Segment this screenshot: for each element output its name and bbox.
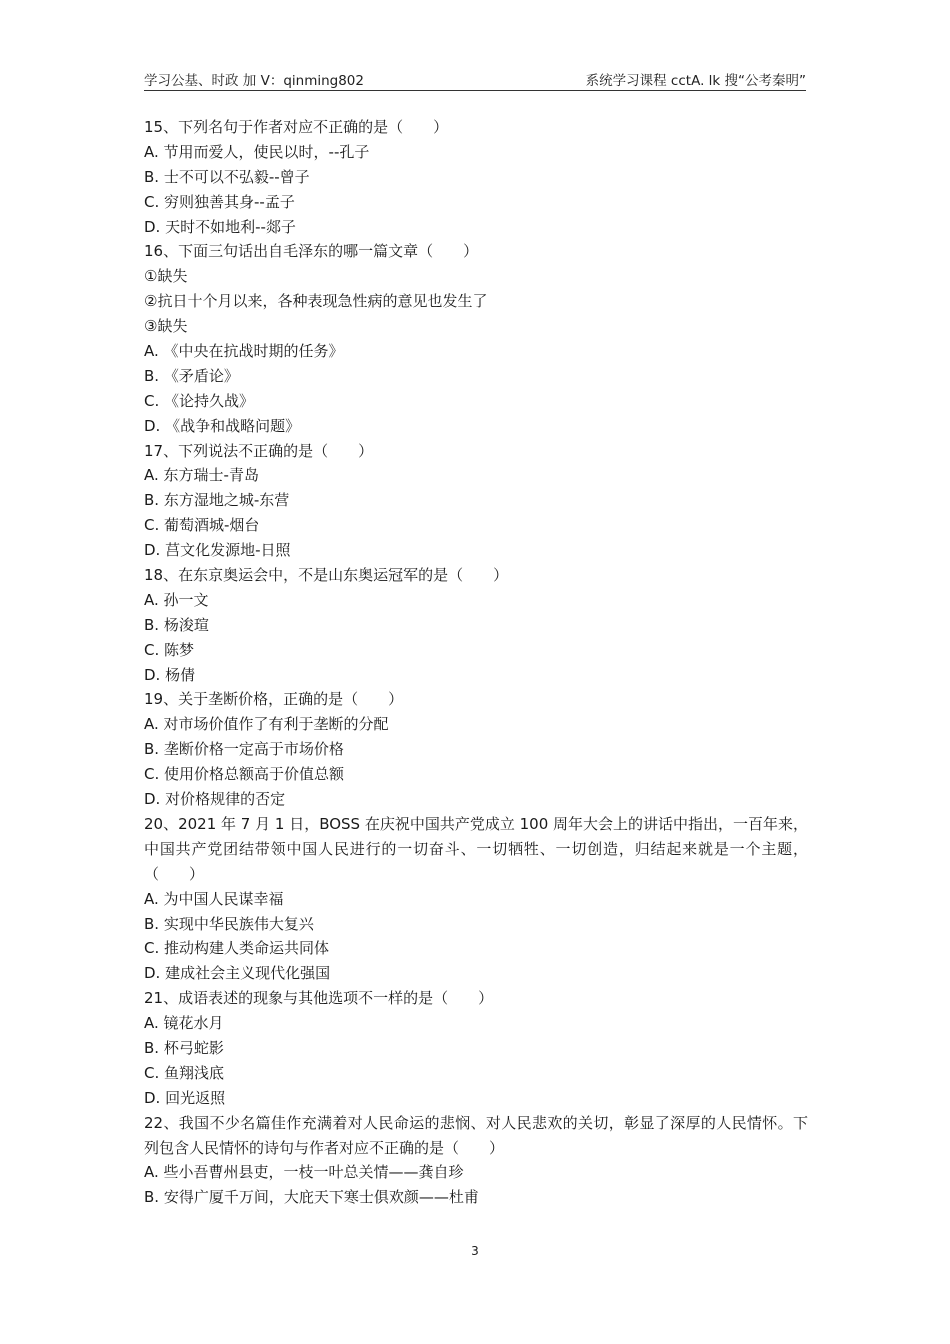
- question-15-option-a: A. 节用而爱人，使民以时，--孔子: [144, 142, 370, 161]
- question-16-option-a: A. 《中央在抗战时期的任务》: [144, 342, 344, 361]
- question-18-option-d: D. 杨倩: [144, 665, 196, 684]
- question-16-item-3: ③缺失: [144, 317, 188, 336]
- question-20-option-a: A. 为中国人民谋幸福: [144, 889, 284, 908]
- question-20-option-b: B. 实现中华民族伟大复兴: [144, 914, 314, 933]
- question-22-option-a: A. 些小吾曹州县吏，一枝一叶总关情——龚自珍: [144, 1163, 464, 1182]
- question-22-stem: 22、我国不少名篇佳作充满着对人民命运的悲悯、对人民悲欢的关切，彰显了深厚的人民情怀。下列包含人民情怀的诗句与作者对应不正确的是（ ）: [144, 1113, 808, 1157]
- question-18-option-a: A. 孙一文: [144, 590, 209, 609]
- question-17-option-a: A. 东方瑞士-青岛: [144, 466, 259, 485]
- question-15-option-d: D. 天时不如地利--郯子: [144, 217, 296, 236]
- question-21-stem: 21、成语表述的现象与其他选项不一样的是（ ）: [144, 989, 494, 1008]
- question-19-option-d: D. 对价格规律的否定: [144, 790, 286, 809]
- question-21-option-d: D. 回光返照: [144, 1088, 226, 1107]
- question-16-item-1: ①缺失: [144, 267, 188, 286]
- header-right-text: 系统学习课程 cctA. lk 搜“公考秦明”: [585, 73, 806, 89]
- page-number: 3: [471, 1244, 479, 1258]
- question-16-item-2: ②抗日十个月以来，各种表现急性病的意见也发生了: [144, 292, 488, 311]
- page-header: [144, 66, 806, 91]
- question-15-option-b: B. 士不可以不弘毅--曾子: [144, 167, 310, 186]
- question-19-option-c: C. 使用价格总额高于价值总额: [144, 765, 345, 784]
- question-19-option-a: A. 对市场价值作了有利于垄断的分配: [144, 715, 389, 734]
- question-18-stem: 18、在东京奥运会中，不是山东奥运冠军的是（ ）: [144, 566, 509, 585]
- question-18-option-c: C. 陈梦: [144, 640, 195, 659]
- question-16-option-b: B. 《矛盾论》: [144, 366, 239, 385]
- question-19-stem: 19、关于垄断价格，正确的是（ ）: [144, 690, 404, 709]
- question-17-option-b: B. 东方湿地之城-东营: [144, 491, 290, 510]
- question-22-option-b: B. 安得广厦千万间，大庇天下寒士俱欢颜——杜甫: [144, 1188, 479, 1207]
- question-21-option-c: C. 鱼翔浅底: [144, 1063, 225, 1082]
- question-16-option-c: C. 《论持久战》: [144, 391, 255, 410]
- question-16-stem: 16、下面三句话出自毛泽东的哪一篇文章（ ）: [144, 242, 479, 261]
- question-20-option-c: C. 推动构建人类命运共同体: [144, 939, 330, 958]
- question-21-option-b: B. 杯弓蛇影: [144, 1039, 224, 1057]
- question-16-option-d: D. 《战争和战略问题》: [144, 416, 301, 435]
- question-19-option-b: B. 垄断价格一定高于市场价格: [144, 740, 344, 759]
- question-20-option-d: D. 建成社会主义现代化强国: [144, 964, 331, 983]
- header-left-text: 学习公基、时政 加 V：qinming802: [144, 73, 364, 89]
- question-15-stem: 15、下列名句于作者对应不正确的是（ ）: [144, 118, 449, 136]
- question-21-option-a: A. 镜花水月: [144, 1014, 224, 1033]
- question-17-stem: 17、下列说法不正确的是（ ）: [144, 441, 374, 460]
- question-17-option-c: C. 葡萄酒城-烟台: [144, 516, 260, 535]
- question-15-option-c: C. 穷则独善其身--孟子: [144, 192, 295, 211]
- question-17-option-d: D. 莒文化发源地-日照: [144, 541, 291, 560]
- question-list: [144, 115, 808, 1210]
- question-18-option-b: B. 杨浚瑄: [144, 615, 209, 634]
- question-20-stem: 20、2021 年 7 月 1 日，BOSS 在庆祝中国共产党成立 100 周年大会上的讲话中指出，一百年来，中国共产党团结带领中国人民进行的一切奋斗、一切牺牲、一切创造，归结起来就是一个主题，（ ）: [144, 814, 809, 883]
